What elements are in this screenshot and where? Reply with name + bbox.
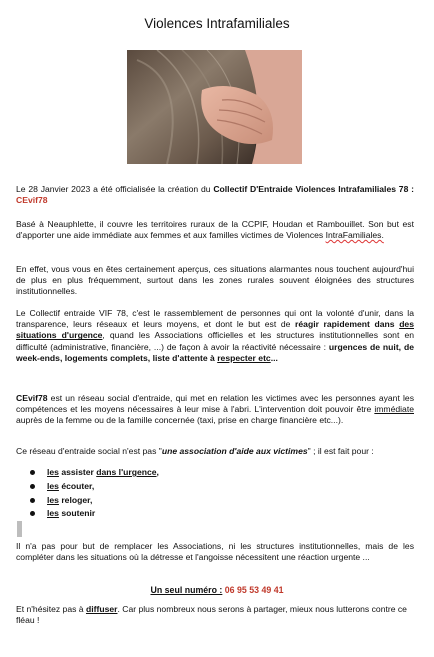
bullet-icon xyxy=(30,511,35,516)
text-cursor-marker xyxy=(17,521,22,537)
paragraph-intro: Le 28 Janvier 2023 a été officialisée la création du Collectif D'Entraide Violences Intrafamiliales 78 : CEvif78 xyxy=(16,184,414,206)
child-covering-ears-photo xyxy=(127,50,302,164)
bullet-icon xyxy=(30,484,35,489)
page-title: Violences Intrafamiliales xyxy=(144,16,290,31)
paragraph-location: Basé à Neauphlette, il couvre les territoires ruraux de la CCPIF, Houdan et Rambouillet. Son but est d'apporter une aide immédiate aux femmes et aux familles victimes de Violences IntraFamiliales. xyxy=(16,219,414,241)
help-list xyxy=(30,466,159,521)
list-item: les soutenir xyxy=(30,507,159,521)
bullet-icon xyxy=(30,498,35,503)
phone-number[interactable]: 06 95 53 49 41 xyxy=(222,585,284,595)
paragraph-purpose: Ce réseau d'entraide social n'est pas "une association d'aide aux victimes" ; il est fait pour : xyxy=(16,446,374,456)
list-item: les écouter, xyxy=(30,480,159,494)
paragraph-network: CEvif78 est un réseau social d'entraide, qui met en relation les victimes avec les personnes ayant les compétences et les moyens nécessaires à leur mise à l'abri. L'intervention doit pouvoir être immédiate auprès de la femme ou de la famille concernée (taxi, prise en charge financière etc...). xyxy=(16,393,414,426)
paragraph-call-to-share: Et n'hésitez pas à diffuser. Car plus nombreux nous serons à partager, mieux nous lutterons contre ce fléau ! xyxy=(16,604,407,626)
bullet-icon xyxy=(30,470,35,475)
paragraph-context: En effet, vous vous en êtes certainement aperçus, ces situations alarmantes nous touchent aujourd'hui de plus en plus fréquemment, surtout dans les zones rurales souvent éloignées des structures institutionnelles. xyxy=(16,264,414,297)
list-item: les reloger, xyxy=(30,494,159,508)
phone-number-line: Un seul numéro : 06 95 53 49 41 xyxy=(150,585,284,595)
paragraph-collective: Le Collectif entraide VIF 78, c'est le rassemblement de personnes qui ont la volonté d'unir, dans la transparence, leurs réseaux et leurs moyens, et dont le but est de réagir rapidement dans des situations d'urgence, quand les Associations officielles et les structures institutionnelles sont en difficulté (administrative, financière, ...) de façon à avoir la réactivité nécessaire : urgences de nuit, de week-ends, logements complets, liste d'attente à respecter etc... xyxy=(16,308,414,363)
list-item: les assister dans l'urgence, xyxy=(30,466,159,480)
paragraph-role: Il n'a pas pour but de remplacer les Associations, ni les structures institutionnelles, mais de les compléter dans les situations où la détresse et l'angoisse nécessitent une réaction urgente ... xyxy=(16,541,414,563)
